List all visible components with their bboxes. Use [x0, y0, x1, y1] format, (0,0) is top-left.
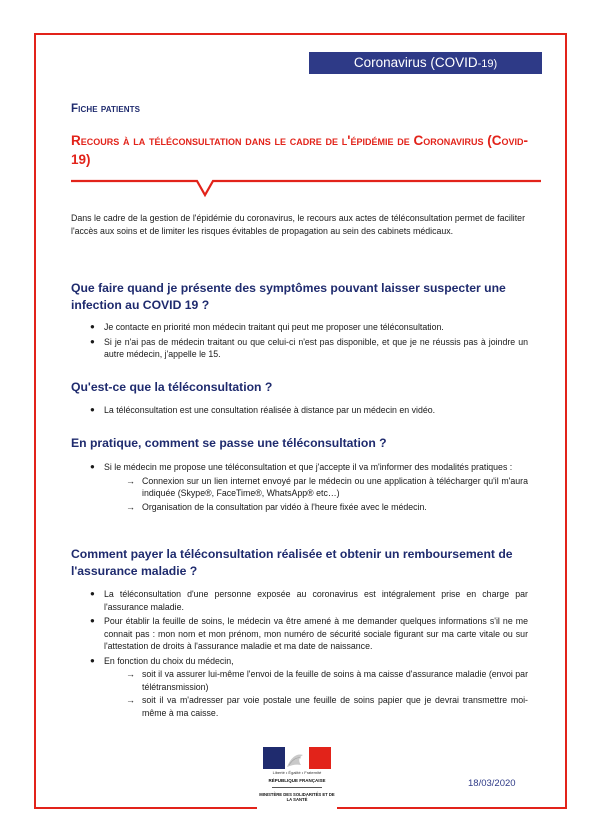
- bullet-icon: ●: [90, 322, 95, 331]
- list-item: ● Je contacte en priorité mon médecin traitant qui peut me proposer une téléconsultation.: [90, 322, 444, 332]
- document-title: Recours à la téléconsultation dans le cadre de l'épidémie de Coronavirus (Covid-19): [71, 133, 529, 167]
- section-list-practice: [88, 461, 528, 515]
- section-heading-definition: Qu'est-ce que la téléconsultation ?: [71, 380, 273, 394]
- intro-paragraph: Dans le cadre de la gestion de l'épidémie du coronavirus, le recours aux actes de téléconsultation permet de faciliter l'accès aux soins et de limiter les risques évitables de propagation au sein des cabinets médicaux.: [71, 213, 525, 236]
- arrow-right-icon: →: [126, 669, 135, 679]
- section-heading-practice: En pratique, comment se passe une téléconsultation ?: [71, 436, 387, 450]
- speech-bubble-divider: [71, 179, 541, 199]
- section-list-symptoms: [88, 321, 528, 363]
- list-item: ● La téléconsultation d'une personne exposée au coronavirus est intégralement prise en charge par l'assurance maladie.: [90, 589, 528, 612]
- sub-list-item: → soit il va assurer lui-même l'envoi de la feuille de soins à ma caisse d'assurance maladie (envoi par télétransmission): [126, 669, 528, 692]
- bullet-icon: ●: [90, 589, 95, 598]
- section-heading-symptoms: Que faire quand je présente des symptômes pouvant laisser suspecter une infection au COVID 19 ?: [71, 281, 506, 312]
- logo-motto: Liberté • Égalité • Fraternité: [272, 770, 322, 775]
- list-item: ● Si je n'ai pas de médecin traitant ou que celui-ci n'est pas disponible, et que je ne réussis pas à joindre un autre médecin, j'appelle le 15.: [90, 336, 528, 359]
- list-item: ● La téléconsultation est une consultation réalisée à distance par un médecin en vidéo.: [90, 405, 436, 415]
- arrow-right-icon: →: [126, 475, 135, 486]
- sub-list-item: → Connexion sur un lien internet envoyé par le médecin ou une application à télécharger qu'il m'aura indiquée (Skype®, FaceTime®, WhatsApp® etc…): [126, 475, 528, 498]
- sub-list-item: → Organisation de la consultation par vidéo à l'heure fixée avec le médecin.: [126, 501, 427, 512]
- banner-title: Coronavirus (COVID: [353, 55, 478, 70]
- bullet-icon: ●: [90, 462, 95, 471]
- section-list-definition: [88, 404, 528, 419]
- section-heading-payment: Comment payer la téléconsultation réalisée et obtenir un remboursement de l'assurance maladie ?: [71, 547, 513, 578]
- sub-list: [104, 668, 528, 719]
- logo-divider: [272, 787, 322, 788]
- sub-list: [104, 475, 528, 514]
- bullet-icon: ●: [90, 336, 95, 346]
- ministry-logo: [257, 745, 337, 819]
- logo-republic: RÉPUBLIQUE FRANÇAISE: [268, 778, 326, 783]
- arrow-right-icon: →: [126, 695, 135, 705]
- bullet-icon: ●: [90, 405, 95, 414]
- list-item: ● Pour établir la feuille de soins, le médecin va être amené à me demander quelques informations s'il ne me connait pas : mon nom et mon prénom, mon numéro de sécurité sociale figurant sur ma carte vitale ou sur l'attestation de droits à l'assurance maladie et ma date de naissance.: [90, 616, 528, 651]
- list-item: ● En fonction du choix du médecin, → soit il va assurer lui-même l'envoi de la feuille de soins à ma caisse d'assurance maladie (envoi par télétransmission) → soit il va m'adresser par voie postale une feuille de soins papier que je devrai transmettre moi-même à ma caisse.: [90, 655, 528, 718]
- header-banner: [309, 52, 542, 74]
- arrow-right-icon: →: [126, 501, 135, 512]
- section-list-payment: [88, 588, 528, 721]
- document-category: Fiche patients: [71, 103, 141, 115]
- document-date: 18/03/2020: [468, 778, 516, 789]
- banner-title-suffix: -19): [477, 58, 498, 70]
- list-item: ● Si le médecin me propose une téléconsultation et que j'accepte il va m'informer des modalités pratiques : → Connexion sur un lien internet envoyé par le médecin ou une application à télécharger qu'il m'aura indiquée (Skype®, FaceTime®, WhatsApp® etc…) → Organisation de la consultation par vidéo à l'heure fixée avec le médecin.: [90, 462, 528, 512]
- marianne-flag-icon: [263, 747, 331, 769]
- logo-ministry: MINISTÈRE DES SOLIDARITÉS ET DE LA SANTÉ: [259, 792, 335, 803]
- bullet-icon: ●: [90, 616, 95, 625]
- sub-list-item: → soit il va m'adresser par voie postale une feuille de soins papier que je devrai transmettre moi-même à ma caisse.: [126, 695, 528, 718]
- bullet-icon: ●: [90, 655, 95, 665]
